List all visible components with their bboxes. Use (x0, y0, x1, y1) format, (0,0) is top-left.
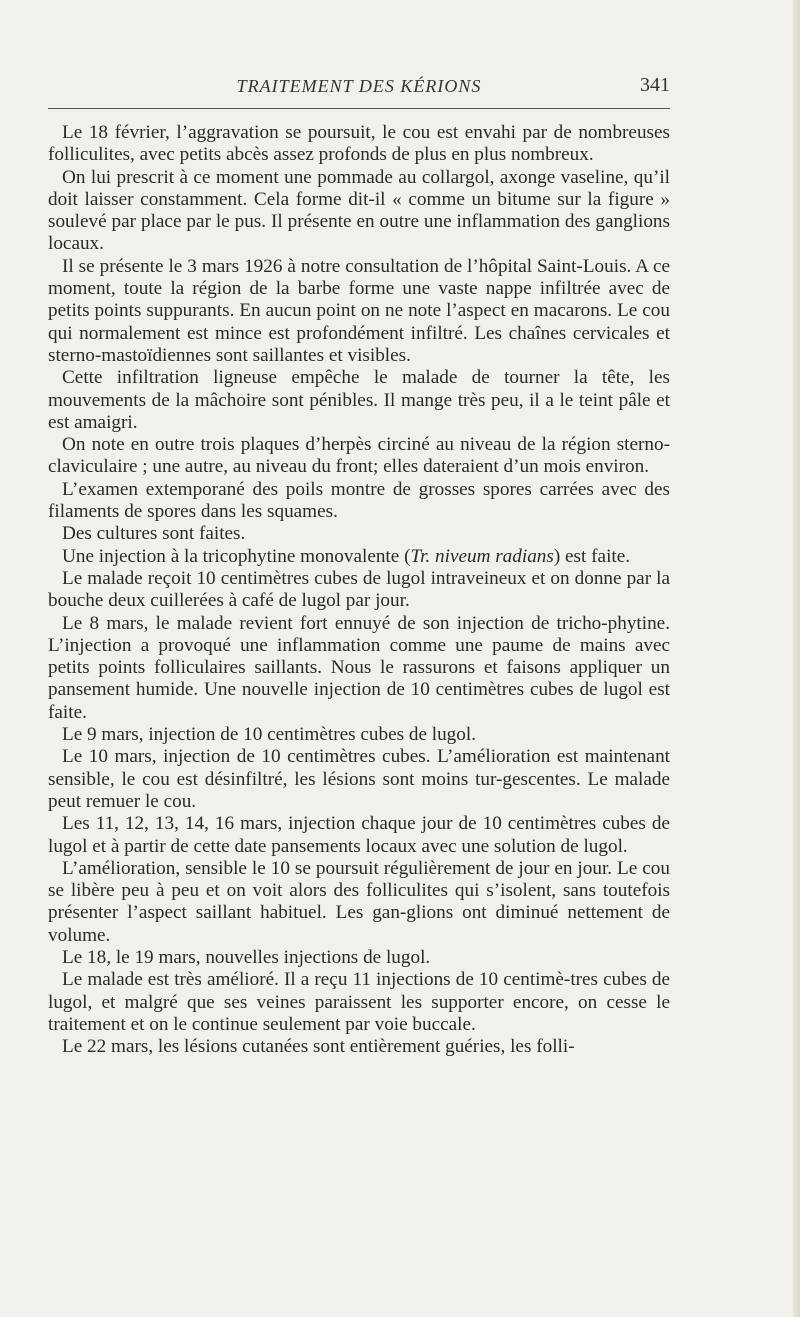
paragraph: Le 9 mars, injection de 10 centimètres cubes de lugol. (62, 724, 477, 746)
paragraph: Le 8 mars, le malade revient fort ennuyé de son injection de tricho-phytine. L’injection a provoqué une inflammation comme une paume de mains avec petits points folliculaires saillants. Nous le rassurons et faisons appliquer un pansement humide. Une nouvelle injection de 10 centimètres cubes de lugol est faite. (48, 612, 670, 723)
paragraph: Des cultures sont faites. (62, 523, 246, 545)
page-edge (793, 0, 800, 1317)
paragraph: Le malade est très amélioré. Il a reçu 11 injections de 10 centimè-tres cubes de lugol, et malgré que ses veines paraissent les supporter encore, on cesse le traitement et on le continue seulement par voie buccale. (48, 969, 670, 1035)
paragraph: On note en outre trois plaques d’herpès circiné au niveau de la région sterno-claviculaire ; une autre, au niveau du front; elles dateraient d’un mois environ. (48, 434, 670, 478)
paragraph: L’amélioration, sensible le 10 se poursuit régulièrement de jour en jour. Le cou se libère peu à peu et on voit alors des folliculites qui s’isolent, sans toutefois présenter l’aspect saillant habituel. Les gan-glions ont diminué nettement de volume. (48, 857, 670, 946)
paragraph: Il se présente le 3 mars 1926 à notre consultation de l’hôpital Saint-Louis. A ce moment, toute la région de la barbe forme une vaste nappe infiltrée avec de petits points suppurants. En aucun point on ne note l’aspect en macarons. Le cou qui normalement est mince est profondément infiltré. Les chaînes cervicales et sterno-mastoïdiennes sont saillantes et visibles. (48, 255, 670, 366)
paragraph: Le malade reçoit 10 centimètres cubes de lugol intraveineux et on donne par la bouche deux cuillerées à café de lugol par jour. (48, 567, 670, 612)
paragraph: Cette infiltration ligneuse empêche le malade de tourner la tête, les mouvements de la mâchoire sont pénibles. Il mange très peu, il a le teint pâle et est amaigri. (48, 367, 670, 433)
running-title: TRAITEMENT DES KÉRIONS (236, 76, 482, 96)
paragraph: Le 18 février, l’aggravation se poursuit, le cou est envahi par de nombreuses folliculites, avec petits abcès assez profonds de plus en plus nombreux. (48, 122, 670, 166)
species-name: Tr. niveum radians (410, 545, 554, 567)
page-number: 341 (640, 74, 670, 96)
paragraph: L’examen extemporané des poils montre de grosses spores carrées avec des filaments de spores dans les squames. (48, 478, 670, 523)
paragraph: Le 18, le 19 mars, nouvelles injections de lugol. (62, 946, 431, 968)
page-header (48, 70, 670, 110)
header-rule (48, 108, 670, 109)
paragraph (48, 546, 670, 568)
paragraph: Le 10 mars, injection de 10 centimètres cubes. L’amélioration est maintenant sensible, le cou est désinfiltré, les lésions sont moins tur-gescentes. Le malade peut remuer le cou. (48, 746, 670, 812)
paragraph-text: ) est faite. (553, 545, 631, 567)
paragraph: On lui prescrit à ce moment une pommade au collargol, axonge vaseline, qu’il doit laisser constamment. Cela forme dit-il « comme un bitume sur la figure » soulevé par place par le pus. Il présente en outre une inflammation des ganglions locaux. (48, 166, 670, 255)
paragraph: Les 11, 12, 13, 14, 16 mars, injection chaque jour de 10 centimètres cubes de lugol et à partir de cette date pansements locaux avec une solution de lugol. (48, 813, 670, 857)
body-text (48, 122, 670, 1058)
paragraph: Le 22 mars, les lésions cutanées sont entièrement guéries, les folli- (62, 1036, 575, 1058)
paragraph-text: Une injection à la tricophytine monovalente ( (62, 545, 411, 567)
